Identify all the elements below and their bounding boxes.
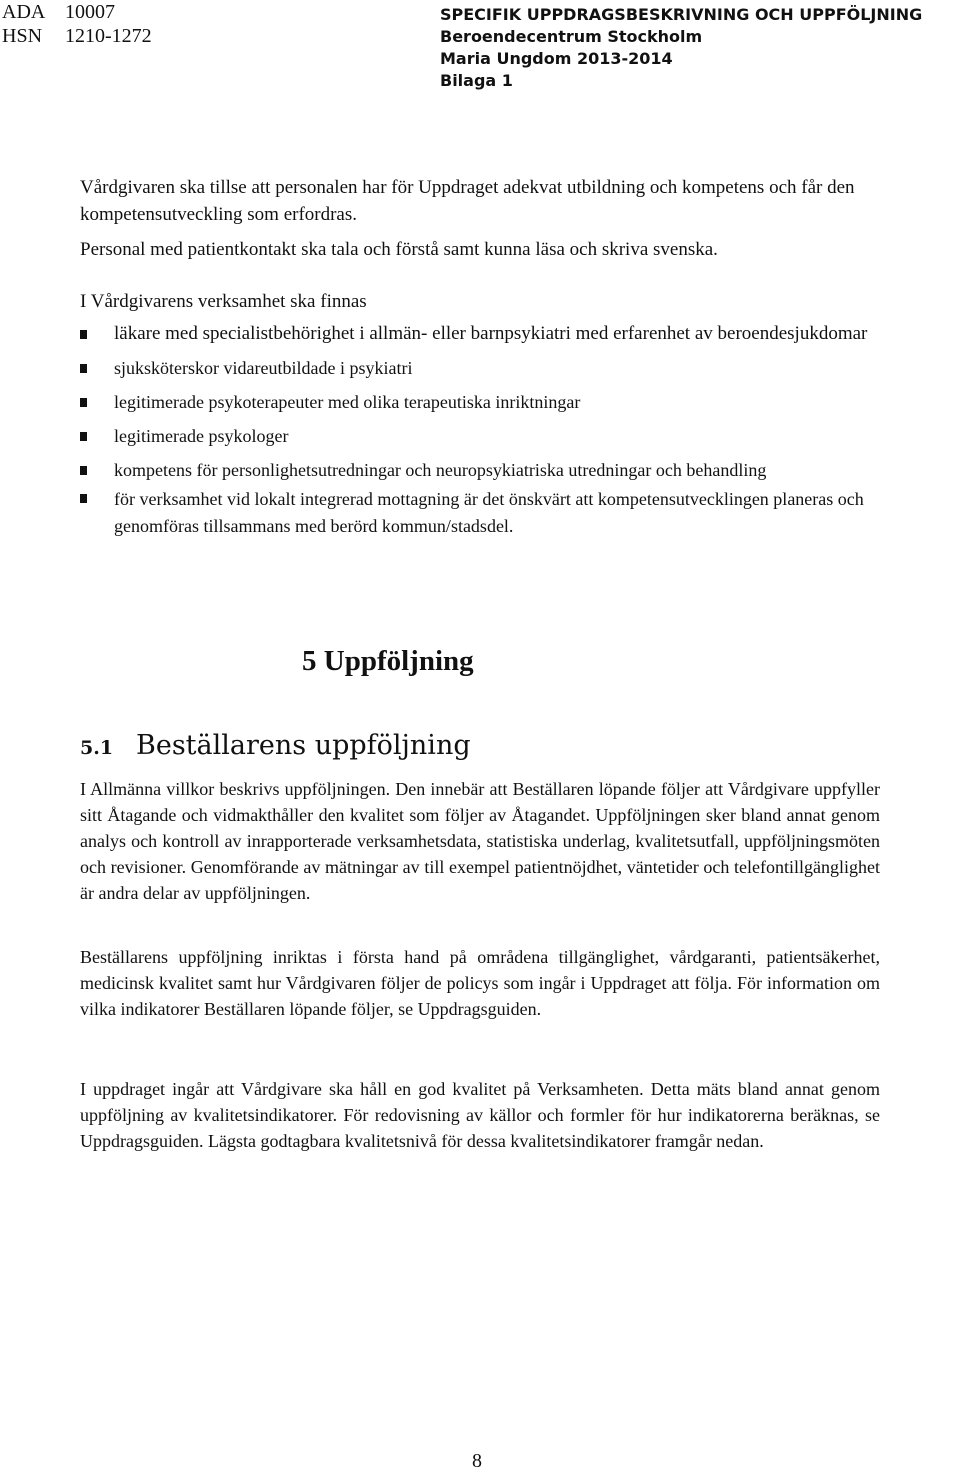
list-item-text: för verksamhet vid lokalt integrerad mottagning är det önskvärt att kompetensutvecklingen planeras och genomföras tillsammans med berörd kommun/stadsdel.: [114, 489, 864, 536]
list-item: [80, 458, 880, 482]
square-bullet-icon: [80, 494, 87, 503]
header-line: Maria Ungdom 2013-2014: [440, 49, 673, 68]
square-bullet-icon: [80, 364, 87, 373]
header-line: Bilaga 1: [440, 71, 513, 90]
list-item-text: läkare med specialistbehörighet i allmän- eller barnpsykiatri med erfarenhet av beroendesjukdomar: [114, 323, 868, 344]
list-item-text: legitimerade psykoterapeuter med olika terapeutiska inriktningar: [114, 392, 581, 412]
document-code-block: [2, 0, 152, 48]
subsection-title: Beställarens uppföljning: [136, 730, 471, 761]
body-paragraph: I Allmänna villkor beskrivs uppföljningen. Den innebär att Beställaren löpande följer att Vårdgivare uppfyller sitt Åtagande och vidmakthåller den kvalitet som följer av Åtagandet. Uppföljningen sker bland annat genom analys och kontroll av inrapporterade verksamhetsdata, statistiska underlag, kvalitetsutfall, uppföljningsmöten och revisioner. Genomförande av mätningar av till exempel patientnöjdhet, väntetider och telefontillgänglighet är andra delar av uppföljningen.: [80, 779, 880, 903]
body-paragraph: Beställarens uppföljning inriktas i första hand på områdena tillgänglighet, vårdgaranti, patientsäkerhet, medicinsk kvalitet samt hur Vårdgivaren följer de policys som ingår i Uppdraget att följa. För information om vilka indikatorer Beställaren löpande följer, se Uppdragsguiden.: [80, 947, 880, 1019]
header-line: Beroendecentrum Stockholm: [440, 27, 703, 46]
list-item-text: legitimerade psykologer: [114, 426, 289, 446]
list-item: [80, 322, 880, 346]
square-bullet-icon: [80, 398, 87, 407]
intro-paragraph: Personal med patientkontakt ska tala och förstå samt kunna läsa och skriva svenska.: [80, 239, 718, 260]
list-item: [80, 424, 880, 448]
code-number: 10007: [65, 1, 115, 23]
intro-paragraph: I Vårdgivarens verksamhet ska finnas: [80, 291, 367, 312]
code-number: 1210-1272: [65, 25, 152, 47]
subsection-heading: [80, 730, 471, 761]
square-bullet-icon: [80, 330, 87, 339]
list-item: [80, 390, 880, 414]
body-paragraph: I uppdraget ingår att Vårdgivare ska håll en god kvalitet på Verksamheten. Detta mäts bland annat genom uppföljning av kvalitetsindikatorer. För redovisning av källor och formler för hur indikatorerna beräknas, se Uppdragsguiden. Lägsta godtagbara kvalitetsnivå för dessa kvalitetsindikatorer framgår nedan.: [80, 1079, 880, 1151]
list-item-text: kompetens för personlighetsutredningar och neuropsykiatriska utredningar och behandling: [114, 460, 767, 480]
list-item-text: sjuksköterskor vidareutbildade i psykiatri: [114, 358, 413, 378]
section-heading: 5 Uppföljning: [302, 645, 474, 677]
staff-requirements-list: [80, 322, 880, 540]
list-item: [80, 486, 880, 540]
square-bullet-icon: [80, 432, 87, 441]
document-header-title: [440, 4, 922, 92]
code-label: ADA: [2, 1, 46, 23]
code-row: [2, 24, 152, 48]
intro-paragraph: Vårdgivaren ska tillse att personalen har för Uppdraget adekvat utbildning och kompetens och får den kompetensutveckling som erfordras.: [80, 177, 855, 225]
code-row: [2, 0, 152, 24]
subsection-number: 5.1: [80, 737, 114, 759]
page-number: 8: [472, 1450, 482, 1472]
square-bullet-icon: [80, 466, 87, 475]
header-line: SPECIFIK UPPDRAGSBESKRIVNING OCH UPPFÖLJNING: [440, 5, 923, 24]
code-label: HSN: [2, 25, 43, 47]
list-item: [80, 356, 880, 380]
